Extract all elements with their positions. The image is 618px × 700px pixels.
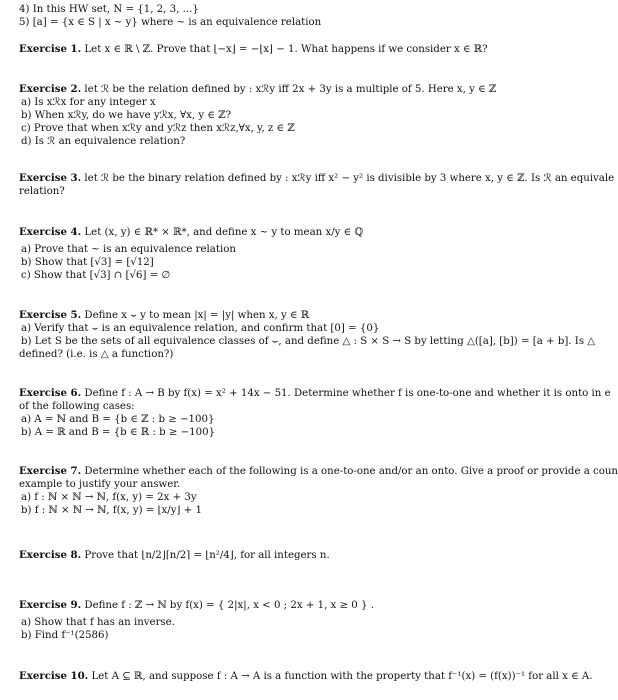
exercise-2-part-c: c) Prove that when xℛy and yℛz then xℛz,∀x, y, z ∈ ℤ: [21, 123, 295, 134]
exercise-2-text: let ℛ be the relation defined by : xℛy iff 2x + 3y is a multiple of 5. Here x, y ∈ ℤ: [84, 84, 497, 95]
exercise-3-text-cont: relation?: [19, 186, 65, 197]
exercise-9-part-a: a) Show that f has an inverse.: [21, 617, 175, 628]
exercise-6-text-cont: of the following cases:: [19, 401, 135, 412]
exercise-8: [19, 549, 564, 562]
exercise-5-part-b: b) Let S be the sets of all equivalence classes of ⌣, and define △ : S × S → S by letting △([a], [b]) = [a + b]. Is △: [21, 336, 596, 347]
exercise-4: [19, 226, 564, 282]
exercise-5-part-a: a) Verify that ⌣ is an equivalence relation, and confirm that [0] = {0}: [21, 323, 380, 334]
preamble-line-5: 5) [a] = {x ∈ S | x ~ y} where ~ is an equivalence relation: [19, 17, 322, 28]
exercise-3-text: let ℛ be the binary relation defined by : xℛy iff x² − y² is divisible by 3 where x, y ∈ ℤ. Is ℛ an equivale: [84, 173, 615, 184]
exercise-7-label: Exercise 7.: [19, 465, 82, 477]
exercise-4-text: Let (x, y) ∈ ℝ* × ℝ*, and define x ~ y to mean x/y ∈ ℚ: [84, 227, 364, 238]
exercise-7-part-b: b) f : ℕ × ℕ → ℕ, f(x, y) = ⌊x/y⌋ + 1: [21, 505, 202, 516]
exercise-3-label: Exercise 3.: [19, 172, 82, 184]
exercise-4-part-b: b) Show that [√3] = [√12]: [21, 257, 154, 268]
exercise-6-part-b: b) A = ℝ and B = {b ∈ ℝ : b ≥ −100}: [21, 427, 216, 438]
exercise-9: [19, 599, 564, 642]
exercise-8-label: Exercise 8.: [19, 549, 82, 561]
exercise-2-part-a: a) Is xℛx for any integer x: [21, 97, 156, 108]
exercise-6-label: Exercise 6.: [19, 387, 82, 399]
exercise-8-text: Prove that ⌊n/2⌋⌈n/2⌉ = ⌊n²/4⌋, for all integers n.: [84, 550, 330, 561]
exercise-7: [19, 465, 618, 517]
exercise-1: [19, 43, 564, 56]
exercise-10-label: Exercise 10.: [19, 670, 89, 682]
exercise-5: [19, 309, 596, 361]
exercise-5-part-b-cont: defined? (i.e. is △ a function?): [19, 349, 174, 360]
exercise-4-part-a: a) Prove that ~ is an equivalence relation: [21, 244, 236, 255]
exercise-2-part-d: d) Is ℛ an equivalence relation?: [21, 136, 186, 147]
exercise-1-text: Let x ∈ ℝ \ ℤ. Prove that ⌊−x⌋ = −⌊x⌋ − 1. What happens if we consider x ∈ ℝ?: [84, 44, 488, 55]
exercise-5-text: Define x ⌣ y to mean |x| = |y| when x, y ∈ ℝ: [84, 310, 310, 321]
exercise-4-part-c: c) Show that [√3] ∩ [√6] = ∅: [21, 270, 171, 281]
exercise-9-part-b: b) Find f⁻¹(2586): [21, 630, 109, 641]
exercise-7-part-a: a) f : ℕ × ℕ → ℕ, f(x, y) = 2x + 3y: [21, 492, 197, 503]
exercise-6-text: Define f : A → B by f(x) = x² + 14x − 51. Determine whether f is one-to-one and whether it is onto in e: [84, 388, 611, 399]
exercise-9-text: Define f : ℤ → ℕ by f(x) = { 2|x|, x < 0 ; 2x + 1, x ≥ 0 } .: [84, 600, 374, 611]
exercise-4-label: Exercise 4.: [19, 226, 82, 238]
exercise-9-label: Exercise 9.: [19, 599, 82, 611]
exercise-7-text: Determine whether each of the following is a one-to-one and/or an onto. Give a proof or provide a coun: [84, 466, 618, 477]
exercise-2-label: Exercise 2.: [19, 83, 82, 95]
exercise-5-label: Exercise 5.: [19, 309, 82, 321]
preamble: [19, 3, 564, 29]
exercise-3: [19, 172, 615, 198]
exercise-10: [19, 670, 593, 683]
exercise-10-text: Let A ⊆ ℝ, and suppose f : A → A is a function with the property that f⁻¹(x) = (f(x))⁻¹ for all x ∈ A.: [91, 671, 593, 682]
exercise-1-label: Exercise 1.: [19, 43, 82, 55]
exercise-2-part-b: b) When xℛy, do we have yℛx, ∀x, y ∈ ℤ?: [21, 110, 232, 121]
exercise-6: [19, 387, 611, 439]
exercise-7-text-cont: example to justify your answer.: [19, 479, 181, 490]
exercise-2: [19, 83, 564, 148]
preamble-line-4: 4) In this HW set, N = {1, 2, 3, ...}: [19, 4, 199, 15]
exercise-6-part-a: a) A = ℕ and B = {b ∈ ℤ : b ≥ −100}: [21, 414, 215, 425]
